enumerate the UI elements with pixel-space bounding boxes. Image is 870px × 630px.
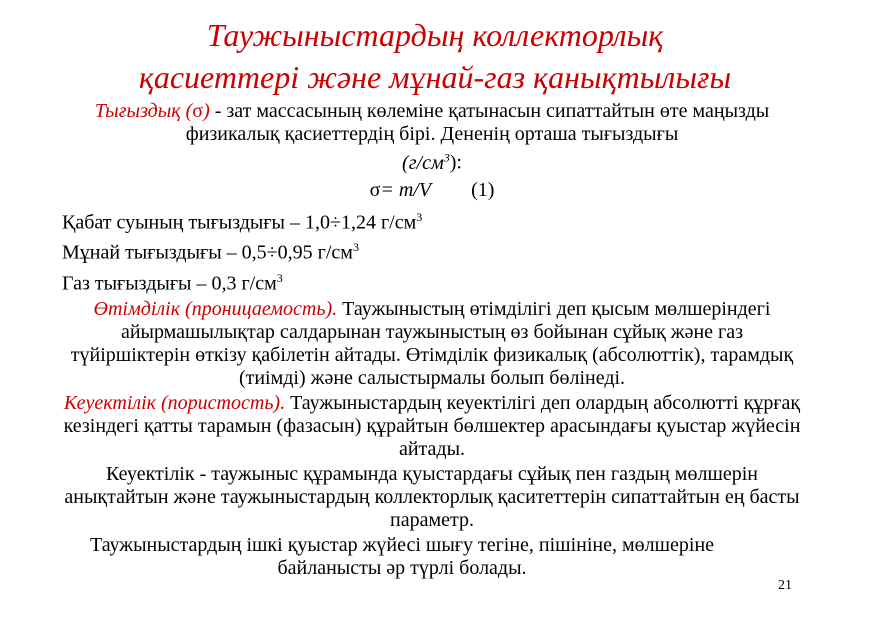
density-unit: ($г/см^3$: [402, 150, 450, 174]
value-line-water: Қабат суының тығыздығы – 1,0÷1,24 $г/см^3$: [62, 209, 423, 234]
formula-rhs: = m/V: [380, 178, 432, 201]
page-number: 21: [778, 578, 792, 593]
value-line-oil: Мұнай тығыздығы – 0,5÷0,95 $г/см^3$: [62, 240, 359, 264]
porosity-paragraph-2: Кеуектілік - таужыныс құрамында қуыстардағы сұйық пен газдың мөлшерін анықтайтын және таужыныстардың коллекторлық қаситеттерін сипаттайтын ең басты параметр.: [64, 462, 800, 531]
value-line-gas: Газ тығыздығы – 0,3 $г/см^3$: [62, 270, 283, 295]
title-line-1: Таужыныстардың коллекторлық: [206, 17, 664, 53]
density-text: - зат массасының көлеміне қатынасын сипаттайтын өте маңызды физикалық қасиеттердің бірі. Дененің орташа тығыздығы: [185, 100, 770, 145]
porosity-paragraph: [62, 392, 802, 461]
density-symbol: σ: [192, 100, 204, 122]
density-term: Тығыздық (σ): [94, 100, 210, 122]
permeability-paragraph: [62, 298, 802, 390]
title-line-2: қасиеттері және мұнай-газ қанықтылығы: [138, 59, 732, 95]
slide-body: [62, 100, 802, 580]
slide-title: [40, 14, 830, 98]
formula-number: (1): [471, 178, 495, 201]
permeability-term: Өтімділік (проницаемость).: [93, 297, 338, 320]
density-paragraph: Тығыздық (σ) - зат массасының көлеміне қатынасын сипаттайтын өте маңызды физикалық қасиеттердің бірі. Дененің орташа тығыздығы $(г/см^3)$:: [94, 100, 770, 174]
formula-symbol: σ: [369, 178, 381, 201]
porosity-paragraph-3: Таужыныстардың ішкі қуыстар жүйесі шығу тегіне, пішініне, мөлшеріне байланысты әр түрлі болады.: [89, 533, 715, 579]
porosity-term: Кеуектілік (пористость).: [63, 391, 286, 414]
density-formula: [62, 179, 802, 202]
permeability-text: Таужыныстың өтімділігі деп қысым мөлшеріндегі айырмашылықтар салдарынан таужыныстың өз бойынан сұйық және газ түйіршіктерін өткізу қабілетін айтады. Өтімділік физикалық (абсолюттік), тарамдық (тиімді) және салыстырмалы болып бөлінеді.: [70, 297, 794, 389]
porosity-text: Таужыныстардың кеуектілігі деп олардың абсолютті құрғақ кезіндегі қатты тарамын (фазасын) құрайтын бөлшектер арасындағы қуыстар жүйесін айтады.: [63, 391, 801, 460]
